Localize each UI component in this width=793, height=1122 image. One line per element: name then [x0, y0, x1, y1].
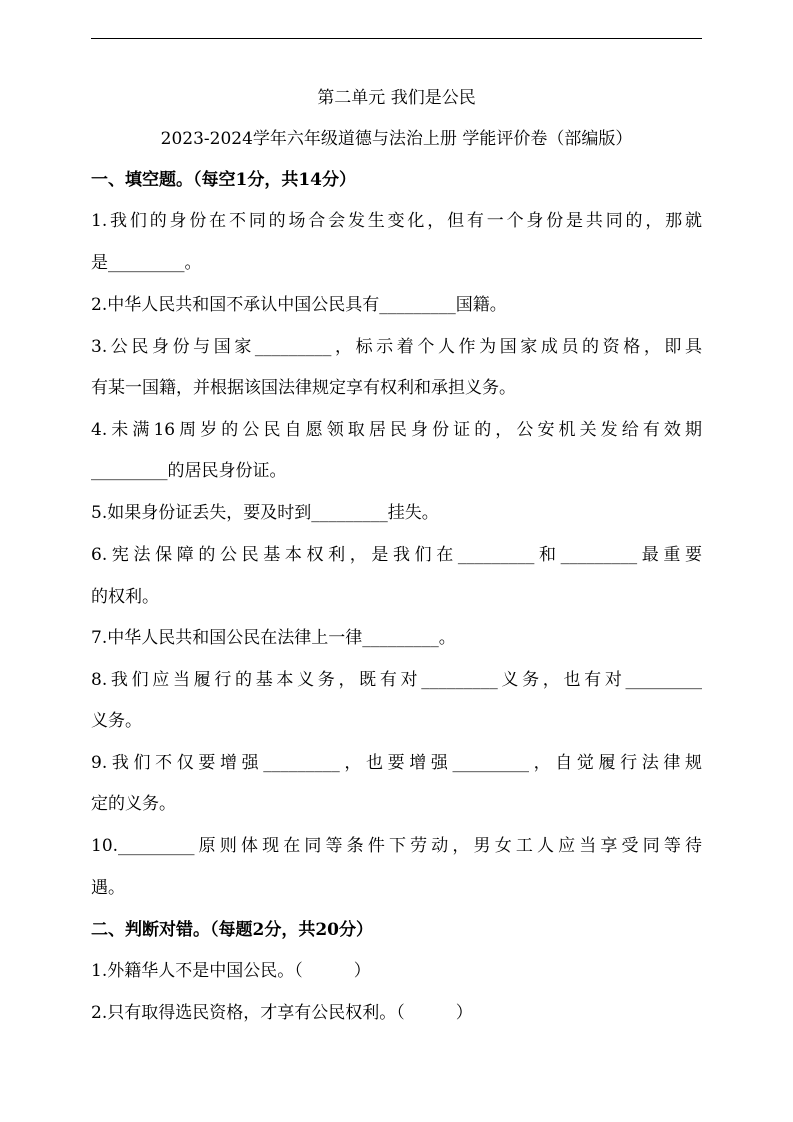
question-4-line-1: 4.未满16周岁的公民自愿领取居民身份证的，公安机关发给有效期	[91, 420, 702, 440]
question-3-line-2: 有某一国籍，并根据该国法律规定享有权利和承担义务。	[91, 378, 516, 398]
question-3-line-1: 3.公民身份与国家_________，标示着个人作为国家成员的资格，即具	[91, 337, 702, 357]
question-8-line-2: 义务。	[91, 711, 142, 731]
question-7-line-1: 7.中华人民共和国公民在法律上一律_________。	[91, 628, 456, 648]
unit-title: 第二单元 我们是公民	[317, 88, 476, 108]
judgement-question-2: 2.只有取得选民资格，才享有公民权利。（ ）	[91, 1003, 473, 1023]
question-1-line-2: 是_________。	[91, 253, 202, 273]
paper-title: 2023-2024学年六年级道德与法治上册 学能评价卷（部编版）	[160, 129, 633, 149]
question-9-line-1: 9.我们不仅要增强_________，也要增强_________，自觉履行法律规	[91, 753, 702, 773]
question-10-line-2: 遇。	[91, 878, 125, 898]
section1-heading: 一、填空题。（每空1分，共14分）	[91, 170, 356, 190]
question-10-line-1: 10._________原则体现在同等条件下劳动，男女工人应当享受同等待	[91, 836, 702, 856]
question-1-line-1: 1.我们的身份在不同的场合会发生变化，但有一个身份是共同的，那就	[91, 211, 702, 231]
question-9-line-2: 定的义务。	[91, 794, 176, 814]
question-4-line-2: _________的居民身份证。	[91, 461, 287, 481]
question-6-line-1: 6.宪法保障的公民基本权利，是我们在_________和_________最重要	[91, 545, 702, 565]
question-2-line-1: 2.中华人民共和国不承认中国公民具有_________国籍。	[91, 295, 507, 315]
question-5-line-1: 5.如果身份证丢失，要及时到_________挂失。	[91, 503, 439, 523]
question-8-line-1: 8.我们应当履行的基本义务，既有对_________义务，也有对_________	[91, 670, 702, 690]
judgement-question-1: 1.外籍华人不是中国公民。（ ）	[91, 961, 371, 981]
header-rule	[91, 38, 702, 39]
section2-heading: 二、判断对错。（每题2分，共20分）	[91, 920, 373, 940]
question-6-line-2: 的权利。	[91, 587, 159, 607]
